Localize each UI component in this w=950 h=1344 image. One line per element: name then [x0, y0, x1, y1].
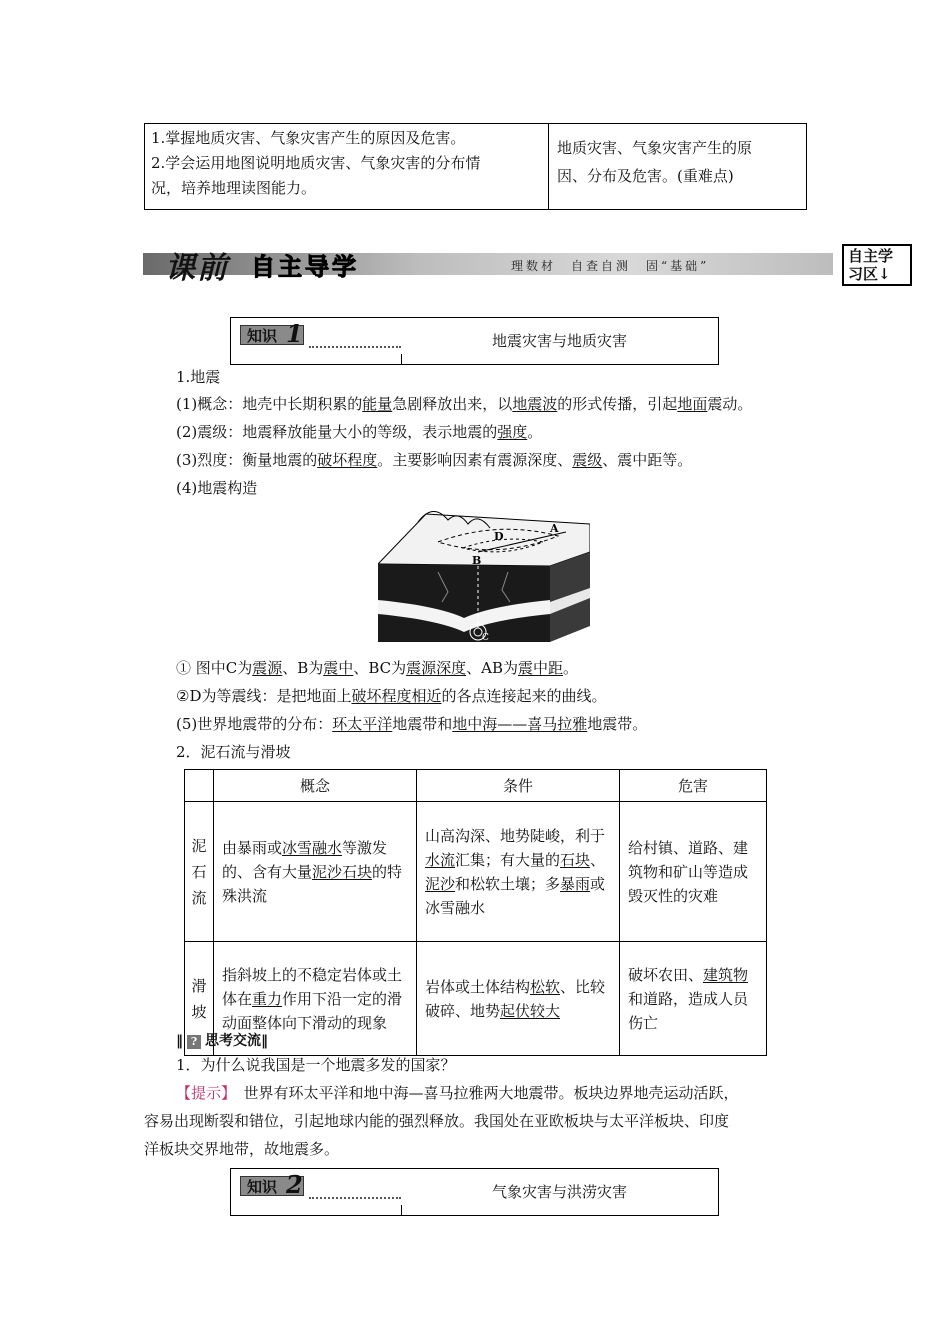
heading-mudflow: 2．泥石流与滑坡	[176, 743, 291, 761]
text: 破坏农田、	[628, 965, 704, 984]
cell-concept	[214, 802, 417, 942]
knowledge-tag: 知识	[240, 325, 304, 345]
objectives-right	[549, 124, 806, 209]
text: 、AB为	[466, 659, 518, 677]
text: 。主要影响因素有震源深度、	[377, 451, 573, 469]
label-c: C	[482, 633, 489, 643]
text: 、震中距等。	[602, 451, 693, 469]
objective-line: 1.掌握地质灾害、气象灾害产生的原因及危害。	[151, 129, 466, 147]
cell-harm: 给村镇、道路、建筑物和矿山等造成毁灭性的灾难	[620, 802, 767, 942]
text: 和松软土壤；多	[455, 874, 561, 893]
para-belts	[176, 713, 647, 734]
objectives-left	[145, 124, 549, 209]
text: 、	[590, 850, 606, 869]
question-1: 1．为什么说我国是一个地震多发的国家？	[176, 1056, 456, 1074]
cell-condition	[417, 942, 620, 1056]
blank-answer: 暴雨	[560, 874, 591, 893]
blank-answer: 冰雪融水	[282, 838, 343, 857]
blank-answer: 震中距	[517, 659, 563, 677]
blank-answer: 能量	[362, 395, 393, 413]
answer-line-1	[176, 1082, 739, 1103]
text: (2)震级：地震释放能量大小的等级，表示地震的	[176, 423, 498, 441]
dotted-line	[309, 1197, 401, 1199]
text: 和道路，造成人员伤亡	[628, 989, 749, 1032]
blank-answer: 松软	[530, 977, 561, 996]
cell-harm	[620, 942, 767, 1056]
blank-answer: 重力	[252, 989, 283, 1008]
table-corner	[185, 770, 214, 802]
text: (1)概念：地壳中长期积累的	[176, 395, 363, 413]
blank-answer: 破坏程度	[317, 451, 378, 469]
row-head-text: 泥石流	[191, 836, 207, 907]
para-concept	[176, 393, 752, 414]
self-study-badge	[842, 244, 912, 286]
row-head-mudflow	[185, 802, 214, 942]
banner-subtitle: 理数材 自查自测 固“基础”	[511, 259, 710, 273]
text: 的各点连接起来的曲线。	[441, 687, 607, 705]
para-diagram-c2	[176, 685, 607, 706]
text: 、比较破碎、地势	[425, 977, 606, 1020]
earthquake-diagram	[378, 502, 590, 650]
knowledge-title: 地震灾害与地质灾害	[491, 332, 627, 350]
label-d: D	[494, 530, 504, 543]
text: 指斜坡上的不稳定岩体或土体在	[222, 965, 403, 1008]
table-row	[185, 942, 767, 1056]
text: ②D为等震线：是把地面上	[176, 687, 352, 705]
section-banner	[143, 243, 833, 286]
objective-line: 况，培养地理读图能力。	[151, 179, 317, 197]
blank-answer: 水流	[425, 850, 456, 869]
blank-answer: 震源深度	[406, 659, 467, 677]
badge-line: 自主学	[848, 247, 894, 265]
knowledge-1-header	[230, 317, 719, 365]
blank-answer: 震源	[252, 659, 283, 677]
label-b: B	[472, 554, 482, 567]
text: 地震带和	[392, 715, 453, 733]
knowledge-number: 1	[286, 319, 303, 348]
text: 由暴雨或	[222, 838, 283, 857]
text: (5)世界地震带的分布：	[176, 715, 333, 733]
blank-answer: 建筑物	[703, 965, 749, 984]
divider	[401, 1205, 402, 1215]
knowledge-title: 气象灾害与洪涝灾害	[491, 1183, 627, 1201]
question-icon: ?	[187, 1035, 201, 1049]
think-label-text: 思考交流	[205, 1033, 261, 1049]
text: ① 图中C为	[176, 659, 253, 677]
text: 山高沟深、地势陡峻，利于	[425, 826, 606, 845]
text: 地震带。	[587, 715, 648, 733]
cell-condition	[417, 802, 620, 942]
blank-answer: 破坏程度相近	[351, 687, 442, 705]
label-a: A	[550, 522, 559, 535]
mudflow-landslide-table	[184, 769, 767, 1056]
table-header: 条件	[417, 770, 620, 802]
blank-answer: 石块	[560, 850, 591, 869]
text: 岩体或土体结构	[425, 977, 531, 996]
text: 或冰雪融水	[425, 874, 606, 917]
text: 、BC为	[353, 659, 407, 677]
row-head-text: 滑坡	[191, 976, 207, 1021]
text: 汇集；有大量的	[455, 850, 561, 869]
knowledge-2-header	[230, 1168, 719, 1216]
key-point-line: 地质灾害、气象灾害产生的原	[557, 139, 753, 157]
text: 世界有环太平洋和地中海—喜马拉雅两大地震带。板块边界地壳运动活跃，	[228, 1084, 739, 1102]
banner-big-title: 课前	[165, 251, 229, 286]
knowledge-number: 2	[286, 1170, 303, 1199]
table-header-row	[185, 770, 767, 802]
text: 震动。	[707, 395, 753, 413]
objective-line: 2.学会运用地图说明地质灾害、气象灾害的分布情	[151, 154, 481, 172]
text: 作用下沿一定的滑动面整体向下滑动的现象	[222, 989, 403, 1032]
para-diagram-c1	[176, 657, 578, 678]
think-discuss-label: ‖ ? 思考交流‖	[176, 1033, 268, 1049]
divider	[401, 354, 402, 364]
heading-earthquake: 1.地震	[176, 368, 221, 386]
table-row	[185, 802, 767, 942]
knowledge-tag: 知识	[240, 1176, 304, 1196]
blank-answer: 地面	[677, 395, 708, 413]
para-structure: (4)地震构造	[176, 479, 258, 497]
banner-title: 自主导学	[251, 252, 359, 281]
blank-answer: 环太平洋	[332, 715, 393, 733]
key-point-line: 因、分布及危害。(重难点)	[557, 167, 734, 185]
blank-answer: 泥沙石块	[312, 862, 373, 881]
objectives-table	[144, 123, 807, 210]
blank-answer: 泥沙	[425, 874, 456, 893]
text: 急剧释放出来，以	[392, 395, 513, 413]
text: 的特殊洪流	[222, 862, 403, 905]
blank-answer: 强度	[497, 423, 528, 441]
text: 、B为	[282, 659, 324, 677]
answer-line-2: 容易出现断裂和错位，引起地球内能的强烈释放。我国处在亚欧板块与太平洋板块、印度	[144, 1112, 730, 1130]
blank-answer: 地震波	[512, 395, 558, 413]
text: 等激发的、含有大量	[222, 838, 388, 881]
text: 。	[562, 659, 578, 677]
badge-line: 习区↓	[848, 265, 891, 283]
text: 。	[527, 423, 543, 441]
blank-answer: 地中海——喜马拉雅	[452, 715, 588, 733]
para-intensity	[176, 449, 692, 470]
dotted-line	[309, 346, 401, 348]
blank-answer: 震中	[323, 659, 354, 677]
hint-label: 【提示】	[176, 1084, 229, 1102]
text: (3)烈度：衡量地震的	[176, 451, 318, 469]
text: 的形式传播，引起	[557, 395, 678, 413]
table-header: 概念	[214, 770, 417, 802]
table-header: 危害	[620, 770, 767, 802]
para-magnitude	[176, 421, 542, 442]
banner-bar	[143, 253, 833, 275]
answer-line-3: 洋板块交界地带，故地震多。	[144, 1140, 340, 1158]
blank-answer: 震级	[572, 451, 603, 469]
blank-answer: 起伏较大	[500, 1001, 561, 1020]
